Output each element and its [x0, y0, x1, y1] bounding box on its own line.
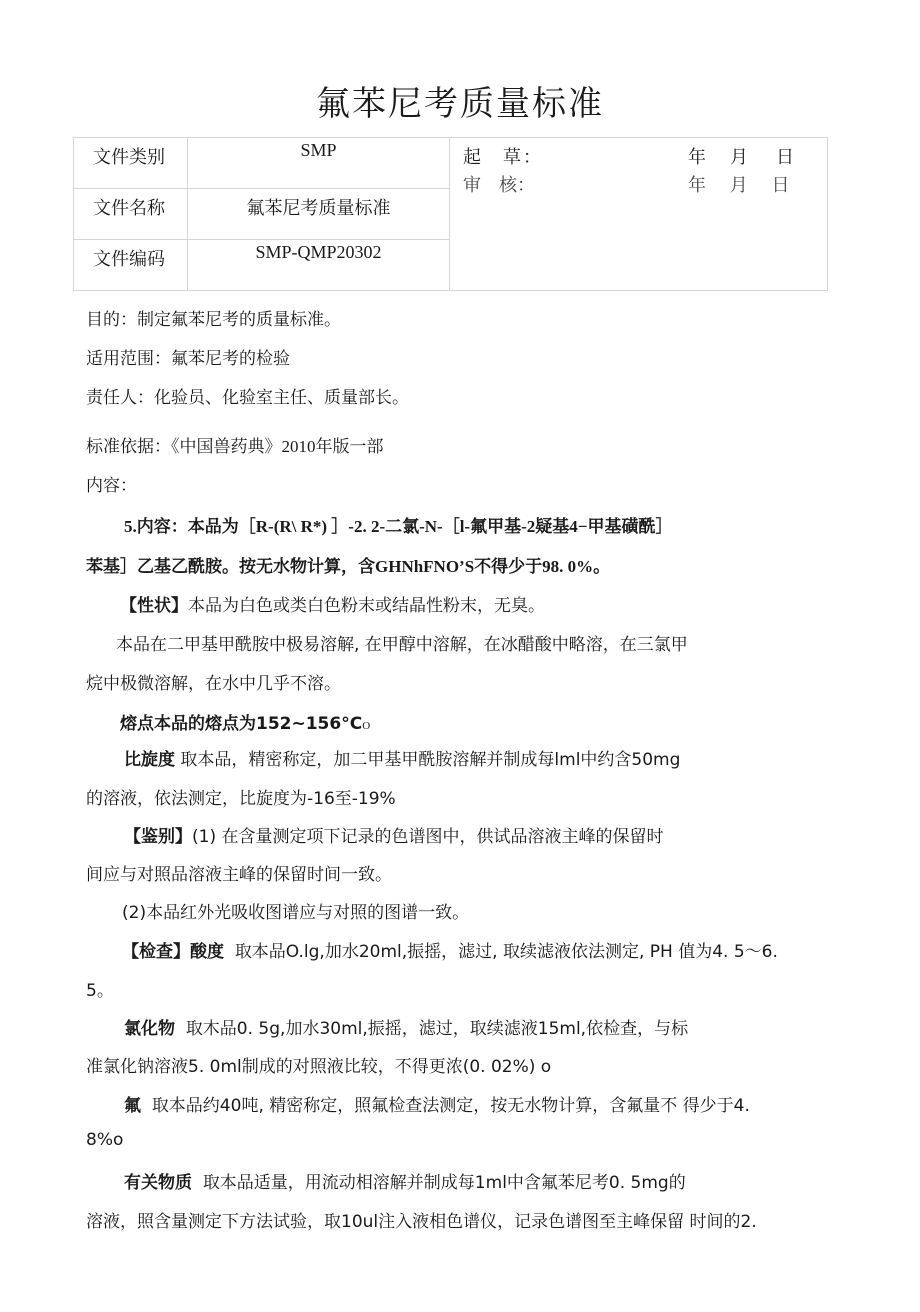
optical-rotation-text: 取本品，精密称定，加二甲基甲酰胺溶解并制成每lml中约含50mg [180, 750, 681, 770]
acidity-title: 酸度 [190, 942, 224, 962]
draft-label: 起 草： [463, 147, 543, 168]
optical-rotation-line2: 的溶液，依法测定，比旋度为-16至-19% [86, 789, 396, 809]
solubility-line2: 烷中极微溶解，在水中几乎不溶。 [86, 674, 341, 694]
section5-line2: 苯基］乙基乙酰胺。按无水物计算，含GHNhFNO’S不得少于98. 0%。 [86, 557, 611, 576]
date-month: 月 [730, 147, 748, 168]
chloride-line2: 准氯化钠溶液5. 0ml制成的对照液比较，不得更浓(0. 02%) o [86, 1057, 552, 1077]
fluorine-text: 取本品约40吨, 精密称定，照氟检查法测定，按无水物计算，含氟量不 得少于4. [151, 1096, 750, 1116]
value-doc-category: SMP [300, 140, 337, 160]
related-substances-title: 有关物质 [124, 1173, 192, 1193]
related-substances-line1 [124, 1168, 686, 1193]
value-doc-code: SMP-QMP20302 [255, 242, 382, 262]
related-substances-line2: 溶液，照含量测定下方法试验，取10ul注入液相色谱仪，记录色谱图至主峰保留 时间的2. [86, 1212, 757, 1232]
fluorine-title: 氟 [124, 1096, 141, 1116]
content-label: 内容： [86, 476, 137, 496]
identification-line2: 间应与对照品溶液主峰的保留时间一致。 [86, 865, 392, 885]
label-doc-code: 文件编码 [93, 249, 165, 270]
label-doc-category: 文件类别 [93, 147, 165, 168]
clipped-review-row: 审 核： [463, 175, 535, 196]
section5-line1: 5.内容：本品为［R-(R\ R*) ］-2. 2-二氯-N-［l-氟甲基-2疑基4−甲基磺酰］ [124, 517, 673, 536]
optical-rotation-title: 比旋度 [124, 750, 175, 770]
melting-point-line [120, 709, 370, 734]
identification-title: 【鉴别】 [124, 827, 192, 847]
basis-suffix: 年版一部 [315, 437, 384, 457]
chloride-text: 取木品0. 5g,加水30ml,振摇，滤过，取续滤液15ml,依检查，与标 [185, 1019, 689, 1039]
table-divider-value [449, 137, 450, 291]
purpose-line: 目的：制定氟苯尼考的质量标准。 [86, 310, 341, 330]
scope-line: 适用范围：氟苯尼考的检验 [86, 349, 290, 369]
responsible-line: 责任人：化验员、化验室主任、质量部长。 [86, 388, 409, 408]
check-title: 【检查】 [122, 942, 190, 962]
identification-text: (1) 在含量测定项下记录的色谱图中，供试品溶液主峰的保留时 [192, 827, 664, 847]
melting-point-sub: O [362, 720, 371, 732]
melting-point-text: 熔点本品的熔点为152~156°C [120, 714, 363, 734]
related-substances-text: 取本品适量，用流动相溶解并制成每1ml中含氟苯尼考0. 5mg的 [202, 1173, 686, 1193]
basis-year: 2010 [281, 437, 316, 456]
table-row-divider-2 [73, 239, 450, 240]
table-row-divider-1 [73, 188, 450, 189]
characters-line [120, 591, 545, 616]
clipped-review-date: 年 月 日 [688, 175, 790, 196]
identification-item2: (2)本品红外光吸收图谱应与对照的图谱一致。 [122, 903, 470, 923]
fluorine-line1 [124, 1091, 750, 1116]
label-doc-name: 文件名称 [93, 198, 165, 219]
fluorine-line2: 8%o [86, 1130, 124, 1150]
document-title: 氟苯尼考质量标准 [316, 84, 604, 124]
acidity-line1 [122, 937, 778, 962]
date-year: 年 [688, 147, 706, 168]
basis-prefix: 标准依据：《中国兽药典》 [86, 437, 282, 457]
identification-line1 [124, 822, 663, 847]
value-doc-name: 氟苯尼考质量标准 [246, 198, 391, 219]
acidity-text: 取本品O.lg,加水20ml,振摇，滤过, 取续滤液依法测定, PH 值为4. 5～6. [234, 942, 778, 962]
chloride-title: 氯化物 [124, 1019, 175, 1039]
chloride-line1 [124, 1014, 688, 1039]
table-border-left [73, 137, 74, 291]
basis-line [86, 432, 384, 457]
date-day: 日 [776, 147, 794, 168]
table-border-right [827, 137, 828, 291]
acidity-line2: 5。 [86, 981, 114, 1001]
document-info-table [73, 137, 828, 291]
characters-title: 【性状】 [120, 596, 188, 616]
characters-text: 本品为白色或类白色粉末或结晶性粉末，无臭。 [188, 596, 545, 616]
optical-rotation-line1 [124, 745, 680, 770]
solubility-line1: 本品在二甲基甲酰胺中极易溶解, 在甲醇中溶解，在冰醋酸中略溶，在三氯甲 [116, 635, 688, 655]
